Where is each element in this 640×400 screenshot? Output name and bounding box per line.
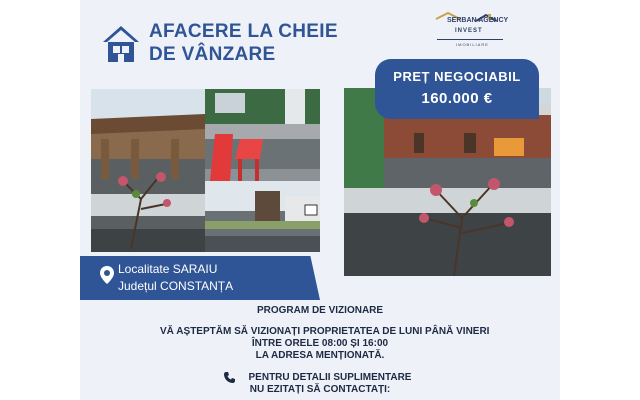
page-title [149,20,338,66]
logo-tagline: IMOBILIARE [456,42,489,47]
map-pin-icon [100,266,114,284]
logo-name: SERBAN AGENCY [447,17,509,24]
logo-subname: INVEST [455,28,483,34]
title-line-1: AFACERE LA CHEIE [149,21,338,42]
property-photo-yard [91,89,205,252]
logo-divider [437,39,503,40]
viewing-line-2: ÎNTRE ORELE 08:00 ȘI 16:00 [251,338,389,349]
price-label: PREȚ NEGOCIABIL [393,69,521,84]
contact-line-1: PENTRU DETALII SUPLIMENTARE [248,372,412,383]
viewing-heading: PROGRAM DE VIZIONARE [256,305,384,316]
contact-line-2: NU EZITAȚI SĂ CONTACTAȚI: [249,384,391,395]
property-photo-terrace [205,89,320,181]
location-county: Județul CONSTANȚA [118,279,234,293]
title-line-2: DE VÂNZARE [149,44,276,65]
viewing-line-1: VĂ AȘTEPTĂM SĂ VIZIONAȚI PROPRIETATEA DE LUNI PÂNĂ VINERI [160,326,490,337]
location-locality: Localitate SARAIU [118,262,218,276]
viewing-line-3: LA ADRESA MENȚIONATĂ. [255,350,385,361]
price-badge [375,59,539,119]
property-photo-street [205,181,320,252]
price-value: 160.000 € [421,90,493,107]
house-icon [101,24,141,64]
